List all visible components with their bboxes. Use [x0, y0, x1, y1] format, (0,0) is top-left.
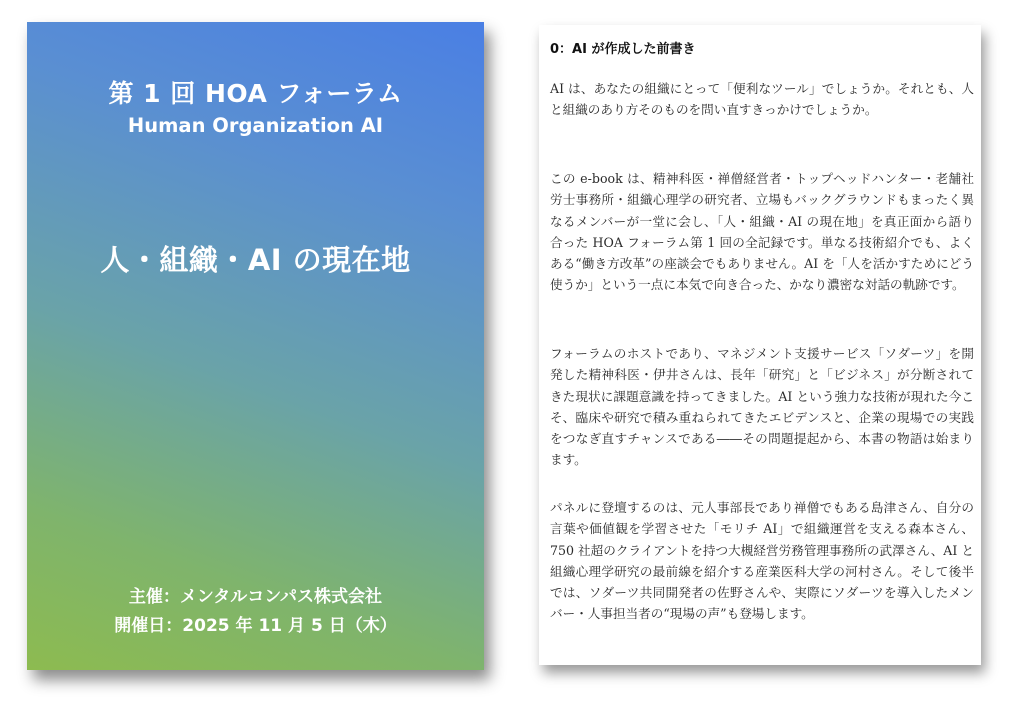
- cover-main-title: 人・組織・AI の現在地: [100, 243, 411, 277]
- cover-forum-title: 第 1 回 HOA フォーラム: [108, 79, 403, 108]
- cover-forum-subtitle: Human Organization AI: [127, 114, 384, 137]
- preface-page: [539, 25, 981, 665]
- preface-paragraph-2: この e-book は、精神科医・禅僧経営者・トップヘッドハンター・老舗社労士事務所・組織心理学の研究者、立場もバックグラウンドもまったく異なるメンバーが一堂に会し、「人・組織・AI の現在地」を真正面から語り合った HOA フォーラム第 1 回の全記録です。単なる技術紹介でも、よくある“働き方改革”の座談会でもありません。AI を「人を活かすためにどう使うか」という一点に本気で向き合った、かなり濃密な対話の軌跡です。: [550, 171, 974, 293]
- preface-heading: 0：AI が作成した前書き: [550, 42, 696, 57]
- preface-paragraph-3: フォーラムのホストであり、マネジメント支援サービス「ソダーツ」を開発した精神科医・伊井さんは、長年「研究」と「ビジネス」が分断されてきた現状に課題意識を持ってきました。AI という強力な技術が現れた今こそ、臨床や研究で積み重ねられてきたエビデンスと、企業の現場での実践をつなぎ直すチャンスである――その問題提起から、本書の物語は始まります。: [550, 346, 974, 468]
- preface-paragraph-4: パネルに登壇するのは、元人事部長であり禅僧でもある島津さん、自分の言葉や価値観を学習させた「モリチ AI」で組織運営を支える森本さん、750 社超のクライアントを持つ大槻経営労務管理事務所の武澤さん、AI と組織心理学研究の最前線を紹介する産業医科大学の河村さん。そして後半では、ソダーツ共同開発者の佐野さんや、実際にソダーツを導入したメンバー・人事担当者の“現場の声”も登場します。: [550, 500, 974, 622]
- ebook-cover: [27, 22, 484, 670]
- cover-host: 主催：メンタルコンパス株式会社: [128, 587, 383, 607]
- preface-paragraph-1: AI は、あなたの組織にとって「便利なツール」でしょうか。それとも、人と組織のあり方そのものを問い直すきっかけでしょうか。: [550, 81, 974, 118]
- cover-date: 開催日：2025 年 11 月 5 日（木）: [114, 616, 397, 636]
